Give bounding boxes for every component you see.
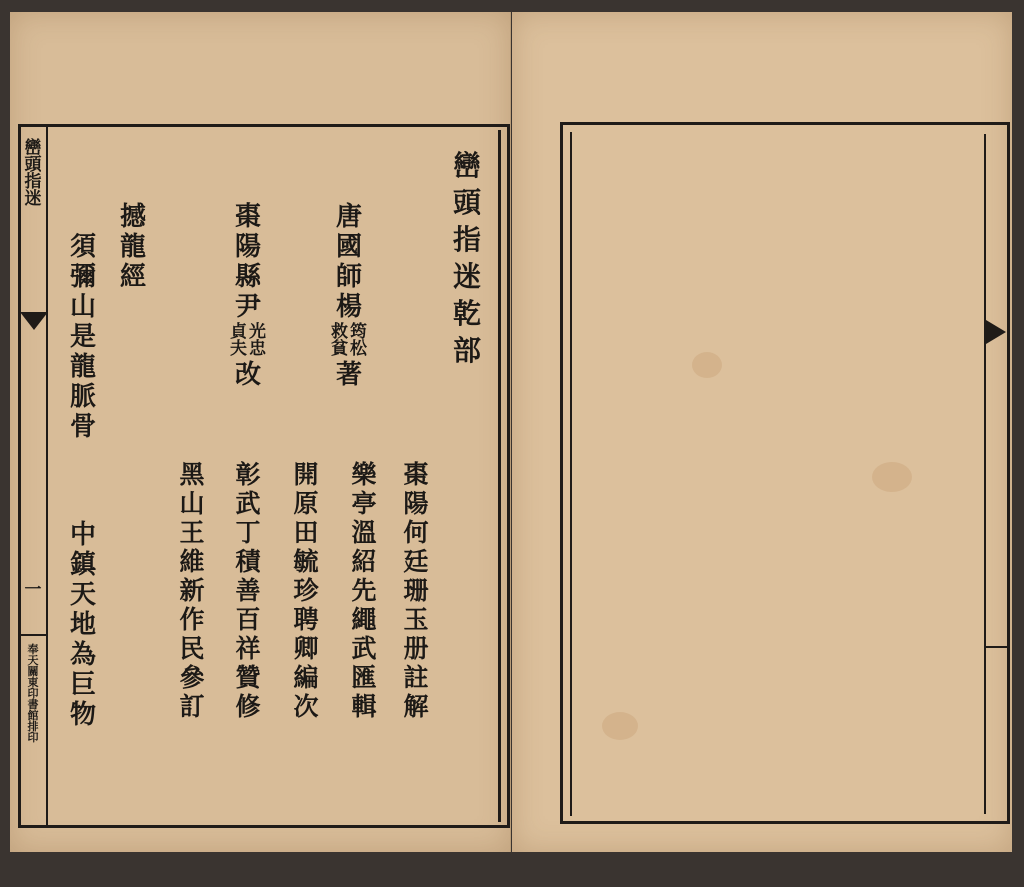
author-courtesy-1 bbox=[350, 324, 367, 358]
right-margin-rule-bottom bbox=[986, 646, 1010, 648]
right-page bbox=[512, 12, 1012, 852]
glyph: 一 bbox=[24, 580, 42, 600]
glyph: 改 bbox=[234, 360, 261, 390]
glyph: 著 bbox=[335, 360, 362, 390]
glyph: 為 bbox=[69, 640, 96, 670]
glyph: 祥 bbox=[235, 634, 261, 663]
right-fishtail-mark bbox=[986, 320, 1006, 344]
glyph: 聘 bbox=[293, 605, 319, 634]
glyph: 廷 bbox=[403, 547, 429, 576]
author-courtesy-2 bbox=[331, 324, 348, 358]
glyph: 田 bbox=[293, 518, 319, 547]
glyph: 棗 bbox=[234, 202, 261, 232]
glyph: 原 bbox=[293, 489, 319, 518]
glyph: 龍 bbox=[69, 352, 96, 382]
author-verb bbox=[336, 362, 362, 388]
glyph: 龍 bbox=[119, 232, 146, 262]
glyph: 迷 bbox=[24, 189, 42, 209]
glyph: 善 bbox=[235, 576, 261, 605]
glyph: 迷 bbox=[452, 260, 481, 293]
glyph: 王 bbox=[179, 518, 205, 547]
glyph: 編 bbox=[293, 663, 319, 692]
glyph: 棗 bbox=[403, 460, 429, 489]
glyph: 奉 bbox=[27, 643, 39, 656]
glyph: 印 bbox=[27, 731, 39, 744]
glyph: 開 bbox=[293, 460, 319, 489]
glyph: 繩 bbox=[351, 605, 377, 634]
glyph: 卿 bbox=[293, 634, 319, 663]
glyph: 溫 bbox=[351, 518, 377, 547]
glyph: 部 bbox=[452, 334, 481, 367]
glyph: 尹 bbox=[234, 292, 261, 322]
glyph: 物 bbox=[69, 700, 96, 730]
section-title bbox=[116, 204, 150, 290]
glyph: 天 bbox=[69, 580, 96, 610]
fishtail-mark bbox=[20, 312, 48, 330]
glyph: 武 bbox=[351, 634, 377, 663]
glyph: 次 bbox=[293, 692, 319, 721]
glyph: 光 bbox=[249, 322, 266, 342]
glyph: 松 bbox=[350, 339, 367, 359]
editor-line-4 bbox=[232, 462, 264, 719]
glyph: 維 bbox=[179, 547, 205, 576]
glyph: 作 bbox=[179, 605, 205, 634]
glyph: 武 bbox=[235, 489, 261, 518]
glyph: 陽 bbox=[234, 232, 261, 262]
glyph: 訂 bbox=[179, 692, 205, 721]
glyph: 贊 bbox=[235, 663, 261, 692]
inner-rule-right bbox=[498, 130, 501, 822]
glyph: 頭 bbox=[24, 155, 42, 175]
glyph: 樂 bbox=[351, 460, 377, 489]
glyph: 丁 bbox=[235, 518, 261, 547]
glyph: 毓 bbox=[293, 547, 319, 576]
paper-stain bbox=[602, 712, 638, 740]
glyph: 天 bbox=[27, 654, 39, 667]
glyph: 脈 bbox=[69, 382, 96, 412]
book-title bbox=[450, 149, 484, 367]
author-courtesy bbox=[331, 324, 367, 358]
glyph: 貞 bbox=[230, 322, 247, 342]
glyph: 先 bbox=[351, 576, 377, 605]
glyph: 中 bbox=[69, 520, 96, 550]
glyph: 骨 bbox=[69, 412, 96, 442]
glyph: 鎮 bbox=[69, 550, 96, 580]
glyph: 指 bbox=[24, 172, 42, 192]
glyph: 撼 bbox=[119, 202, 146, 232]
reviser-courtesy-2 bbox=[230, 324, 247, 358]
reviser-name bbox=[235, 204, 261, 320]
margin-rule-bottom bbox=[20, 634, 46, 636]
author-name bbox=[336, 204, 362, 320]
right-inner-rule bbox=[570, 132, 572, 816]
glyph: 民 bbox=[179, 634, 205, 663]
glyph: 彌 bbox=[69, 262, 96, 292]
glyph: 巒 bbox=[24, 138, 42, 158]
glyph: 巨 bbox=[69, 670, 96, 700]
margin-title bbox=[22, 140, 44, 208]
glyph: 輯 bbox=[351, 692, 377, 721]
glyph: 新 bbox=[179, 576, 205, 605]
glyph: 亭 bbox=[351, 489, 377, 518]
glyph: 關 bbox=[27, 665, 39, 678]
author-line bbox=[332, 204, 366, 388]
glyph: 百 bbox=[235, 605, 261, 634]
glyph: 玉 bbox=[403, 605, 429, 634]
glyph: 彰 bbox=[235, 460, 261, 489]
editor-line-2 bbox=[348, 462, 380, 719]
publisher-imprint bbox=[24, 644, 42, 743]
glyph: 書 bbox=[27, 698, 39, 711]
glyph: 乾 bbox=[452, 297, 481, 330]
glyph: 夫 bbox=[230, 339, 247, 359]
glyph: 陽 bbox=[403, 489, 429, 518]
glyph: 地 bbox=[69, 610, 96, 640]
glyph: 山 bbox=[179, 489, 205, 518]
glyph: 楊 bbox=[335, 292, 362, 322]
glyph: 參 bbox=[179, 663, 205, 692]
verse-line-2 bbox=[66, 522, 100, 728]
glyph: 印 bbox=[27, 687, 39, 700]
glyph: 註 bbox=[403, 663, 429, 692]
glyph: 册 bbox=[403, 634, 429, 663]
reviser-courtesy bbox=[230, 324, 266, 358]
glyph: 巒 bbox=[452, 149, 481, 182]
glyph: 貧 bbox=[331, 339, 348, 359]
glyph: 紹 bbox=[351, 547, 377, 576]
glyph: 筠 bbox=[350, 322, 367, 342]
verse-line-1 bbox=[66, 234, 100, 440]
paper-stain bbox=[692, 352, 722, 378]
glyph: 是 bbox=[69, 322, 96, 352]
paper-stain bbox=[872, 462, 912, 492]
editor-line-1 bbox=[400, 462, 432, 719]
glyph: 積 bbox=[235, 547, 261, 576]
reviser-courtesy-1 bbox=[249, 324, 266, 358]
left-page bbox=[10, 12, 511, 852]
glyph: 東 bbox=[27, 676, 39, 689]
glyph: 救 bbox=[331, 322, 348, 342]
glyph: 山 bbox=[69, 292, 96, 322]
right-margin-rule bbox=[984, 134, 986, 814]
reviser-verb bbox=[235, 362, 261, 388]
page-number bbox=[22, 582, 44, 599]
glyph: 匯 bbox=[351, 663, 377, 692]
glyph: 須 bbox=[69, 232, 96, 262]
reviser-line bbox=[228, 204, 268, 388]
glyph: 解 bbox=[403, 692, 429, 721]
glyph: 縣 bbox=[234, 262, 261, 292]
glyph: 頭 bbox=[452, 186, 481, 219]
glyph: 排 bbox=[27, 720, 39, 733]
glyph: 師 bbox=[335, 262, 362, 292]
glyph: 修 bbox=[235, 692, 261, 721]
glyph: 指 bbox=[452, 223, 481, 256]
glyph: 忠 bbox=[249, 339, 266, 359]
editor-line-3 bbox=[290, 462, 322, 719]
margin-divider bbox=[46, 127, 48, 825]
glyph: 珊 bbox=[403, 576, 429, 605]
editor-line-5 bbox=[176, 462, 208, 719]
glyph: 經 bbox=[119, 262, 146, 292]
glyph: 珍 bbox=[293, 576, 319, 605]
glyph: 唐 bbox=[335, 202, 362, 232]
glyph: 黑 bbox=[179, 460, 205, 489]
glyph: 館 bbox=[27, 709, 39, 722]
glyph: 何 bbox=[403, 518, 429, 547]
glyph: 國 bbox=[335, 232, 362, 262]
